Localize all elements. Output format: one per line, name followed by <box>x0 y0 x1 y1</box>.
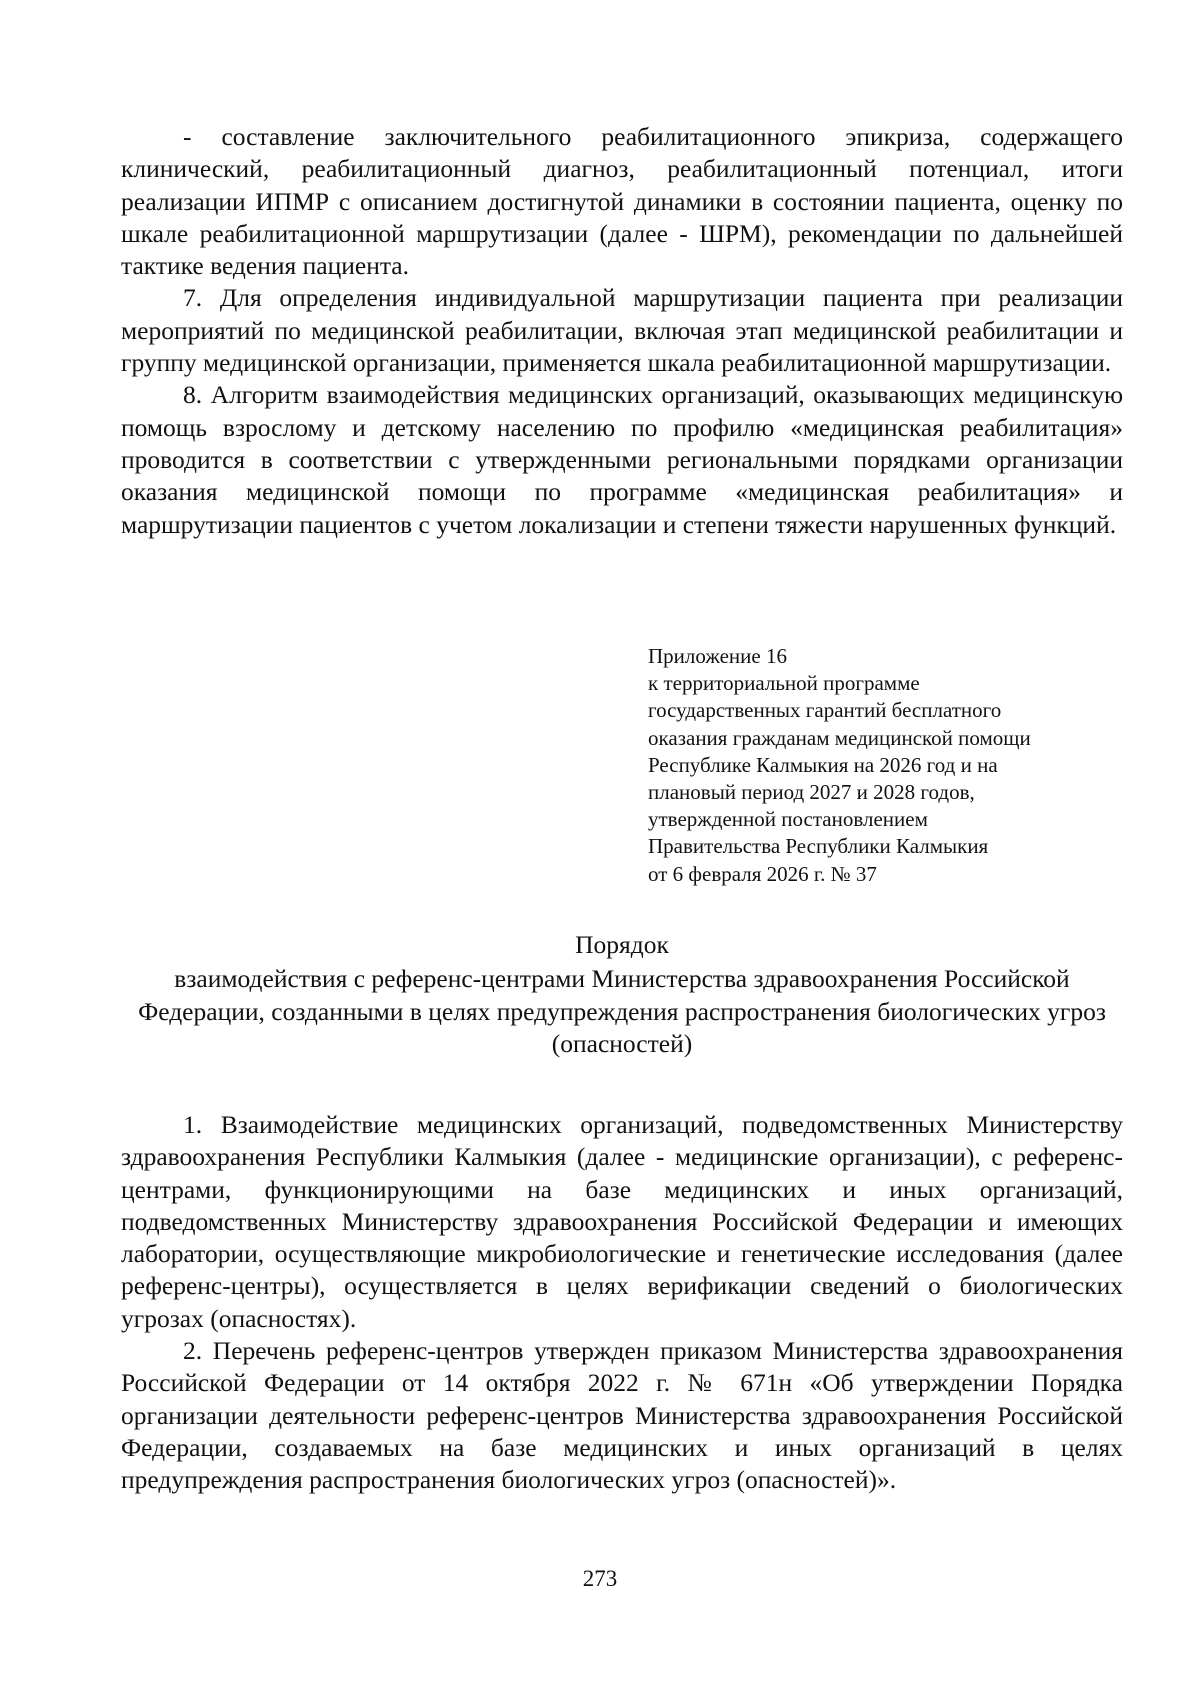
title-heading: Порядок <box>575 930 669 959</box>
appendix-line: утвержденной постановлением <box>648 807 928 832</box>
page-number: 273 <box>582 1566 618 1591</box>
appendix-line: к территориальной программе <box>648 671 920 696</box>
appendix-line: Правительства Республики Калмыкия <box>648 834 989 859</box>
main-section <box>121 1109 1123 1497</box>
paragraph-item-8: 8. Алгоритм взаимодействия медицинских организаций, оказывающих медицинскую помощь взрослому и детскому населению по профилю «медицинская реабилитация» проводится в соответствии с утвержденными региональными порядками организации оказания медицинской помощи по программе «медицинская реабилитация» и маршрутизации пациентов с учетом локализации и степени тяжести нарушенных функций. <box>121 380 1123 539</box>
paragraph-item-7: 7. Для определения индивидуальной маршрутизации пациента при реализации мероприятий по медицинской реабилитации, включая этап медицинской реабилитации и группу медицинской организации, применяется шкала реабилитационной маршрутизации. <box>121 283 1123 378</box>
paragraph-item-2: 2. Перечень референс-центров утвержден приказом Министерства здравоохранения Российской Федерации от 14 октября 2022 г. № 671н «Об утверждении Порядка организации деятельности референс-центров Министерства здравоохранения Российской Федерации, создаваемых на базе медицинских и иных организаций в целях предупреждения распространения биологических угроз (опасностей)». <box>121 1336 1123 1495</box>
paragraph-epicrisis: - составление заключительного реабилитационного эпикриза, содержащего клинический, реабилитационный диагноз, реабилитационный потенциал, итоги реализации ИПМР с описанием достигнутой динамики в состоянии пациента, оценку по шкале реабилитационной маршрутизации (далее - ШРМ), рекомендации по дальнейшей тактике ведения пациента. <box>121 122 1123 281</box>
paragraph-item-1: 1. Взаимодействие медицинских организаций, подведомственных Министерству здравоохранения Республики Калмыкия (далее - медицинские организации), с референс-центрами, функционирующими на базе медицинских и иных организаций, подведомственных Министерству здравоохранения Российской Федерации и имеющих лаборатории, осуществляющие микробиологические и генетические исследования (далее референс-центры), осуществляется в целях верификации сведений о биологических угрозах (опасностях). <box>121 1110 1123 1333</box>
appendix-note <box>648 643 1118 888</box>
appendix-line: оказания гражданам медицинской помощи <box>648 725 1031 750</box>
title-subtitle: взаимодействия с референс-центрами Министерства здравоохранения Российской Федерации, созданными в целях предупреждения распространения биологических угроз (опасностей) <box>138 964 1106 1058</box>
appendix-line: от 6 февраля 2026 г. № 37 <box>648 861 877 886</box>
appendix-line: плановый период 2027 и 2028 годов, <box>648 780 975 805</box>
intro-section <box>121 121 1123 541</box>
appendix-line: Республике Калмыкия на 2026 год и на <box>648 752 998 777</box>
appendix-line: государственных гарантий бесплатного <box>648 698 1002 723</box>
appendix-line: Приложение 16 <box>648 644 787 668</box>
document-title <box>121 929 1123 1060</box>
